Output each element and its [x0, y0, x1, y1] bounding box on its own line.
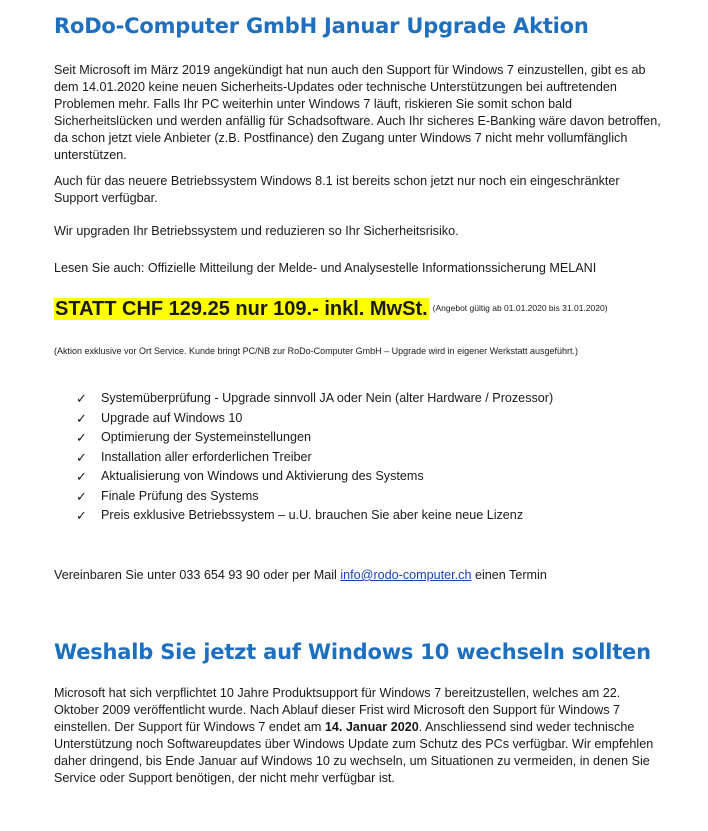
windows81-paragraph: Auch für das neuere Betriebssystem Windows 8.1 ist bereits schon jetzt nur noch ein eingeschränkter Support verfügbar.: [54, 174, 620, 205]
price-validity-note: (Angebot gültig ab 01.01.2020 bis 31.01.2020): [432, 303, 608, 313]
list-item: ✓ Systemüberprüfung - Upgrade sinnvoll JA oder Nein (alter Hardware / Prozessor): [76, 389, 553, 409]
price-offer: [54, 296, 608, 322]
end-date: 14. Januar 2020: [324, 720, 419, 734]
why-paragraph: Microsoft hat sich verpflichtet 10 Jahre Produktsupport für Windows 7 bereitzustellen, welches am 22. Oktober 2009 veröffentlicht wurde. Nach Ablauf dieser Frist wird Microsoft den Support für Windows 7 einstellen. Der Support für Windows 7 endet am 14. Januar 2020. Anschliessend sind weder technische Unterstützung noch Softwareupdates über Windows Update zum Schutz des PCs verfügbar. Wir empfehlen daher dringend, bis Ende Januar auf Windows 10 zu wechseln, um Situationen zu vermeiden, in denen Sie Service oder Support benötigen, der nicht mehr verfügbar ist.: [54, 686, 654, 785]
checkmark-icon: ✓: [76, 508, 87, 523]
service-note: (Aktion exklusive vor Ort Service. Kunde bringt PC/NB zur RoDo-Computer GmbH – Upgrade wird in eigener Werkstatt ausgeführt.): [54, 346, 579, 356]
intro-paragraph: Seit Microsoft im März 2019 angekündigt hat nun auch den Support für Windows 7 einzustellen, gibt es ab dem 14.01.2020 keine neuen Sicherheits-Updates oder technische Unterstützungen bei auftretenden Problemen mehr. Falls Ihr PC weiterhin unter Windows 7 läuft, riskieren Sie somit schon bald Sicherheitslücken und werden anfällig für Schadsoftware. Auch Ihr sicheres E-Banking wäre davon betroffen, da schon jetzt viele Anbieter (z.B. Postfinance) den Zugang unter Windows 7 nicht mehr vollumfänglich unterstützen.: [54, 63, 661, 162]
checkmark-icon: ✓: [76, 488, 87, 504]
page-title: RoDo-Computer GmbH Januar Upgrade Aktion: [54, 14, 589, 38]
checkmark-icon: ✓: [76, 430, 87, 445]
melani-paragraph: Lesen Sie auch: Offizielle Mitteilung der Melde- und Analysestelle Informationssicherung MELANI: [54, 261, 597, 275]
checkmark-icon: ✓: [76, 391, 87, 406]
list-item: ✓ Preis exklusive Betriebssystem – u.U. brauchen Sie aber keine neue Lizenz: [76, 506, 553, 526]
section-title: Weshalb Sie jetzt auf Windows 10 wechseln sollten: [54, 640, 651, 664]
checklist: [76, 389, 553, 526]
list-item: ✓ Installation aller erforderlichen Treiber: [76, 448, 553, 468]
email-link[interactable]: info@rodo-computer.ch: [340, 568, 472, 582]
contact-line: Vereinbaren Sie unter 033 654 93 90 oder per Mail info@rodo-computer.ch einen Termin: [54, 568, 547, 582]
price-highlight: STATT CHF 129.25 nur 109.- inkl. MwSt.: [55, 298, 428, 320]
list-item: ✓ Aktualisierung von Windows und Aktivierung des Systems: [76, 467, 553, 487]
upgrade-paragraph: Wir upgraden Ihr Betriebssystem und reduzieren so Ihr Sicherheitsrisiko.: [54, 224, 459, 238]
list-item: ✓ Finale Prüfung des Systems: [76, 487, 553, 507]
checkmark-icon: ✓: [76, 410, 87, 426]
list-item: ✓ Optimierung der Systemeinstellungen: [76, 428, 553, 448]
list-item: ✓ Upgrade auf Windows 10: [76, 409, 553, 429]
checkmark-icon: ✓: [76, 449, 87, 465]
checkmark-icon: ✓: [76, 469, 87, 484]
